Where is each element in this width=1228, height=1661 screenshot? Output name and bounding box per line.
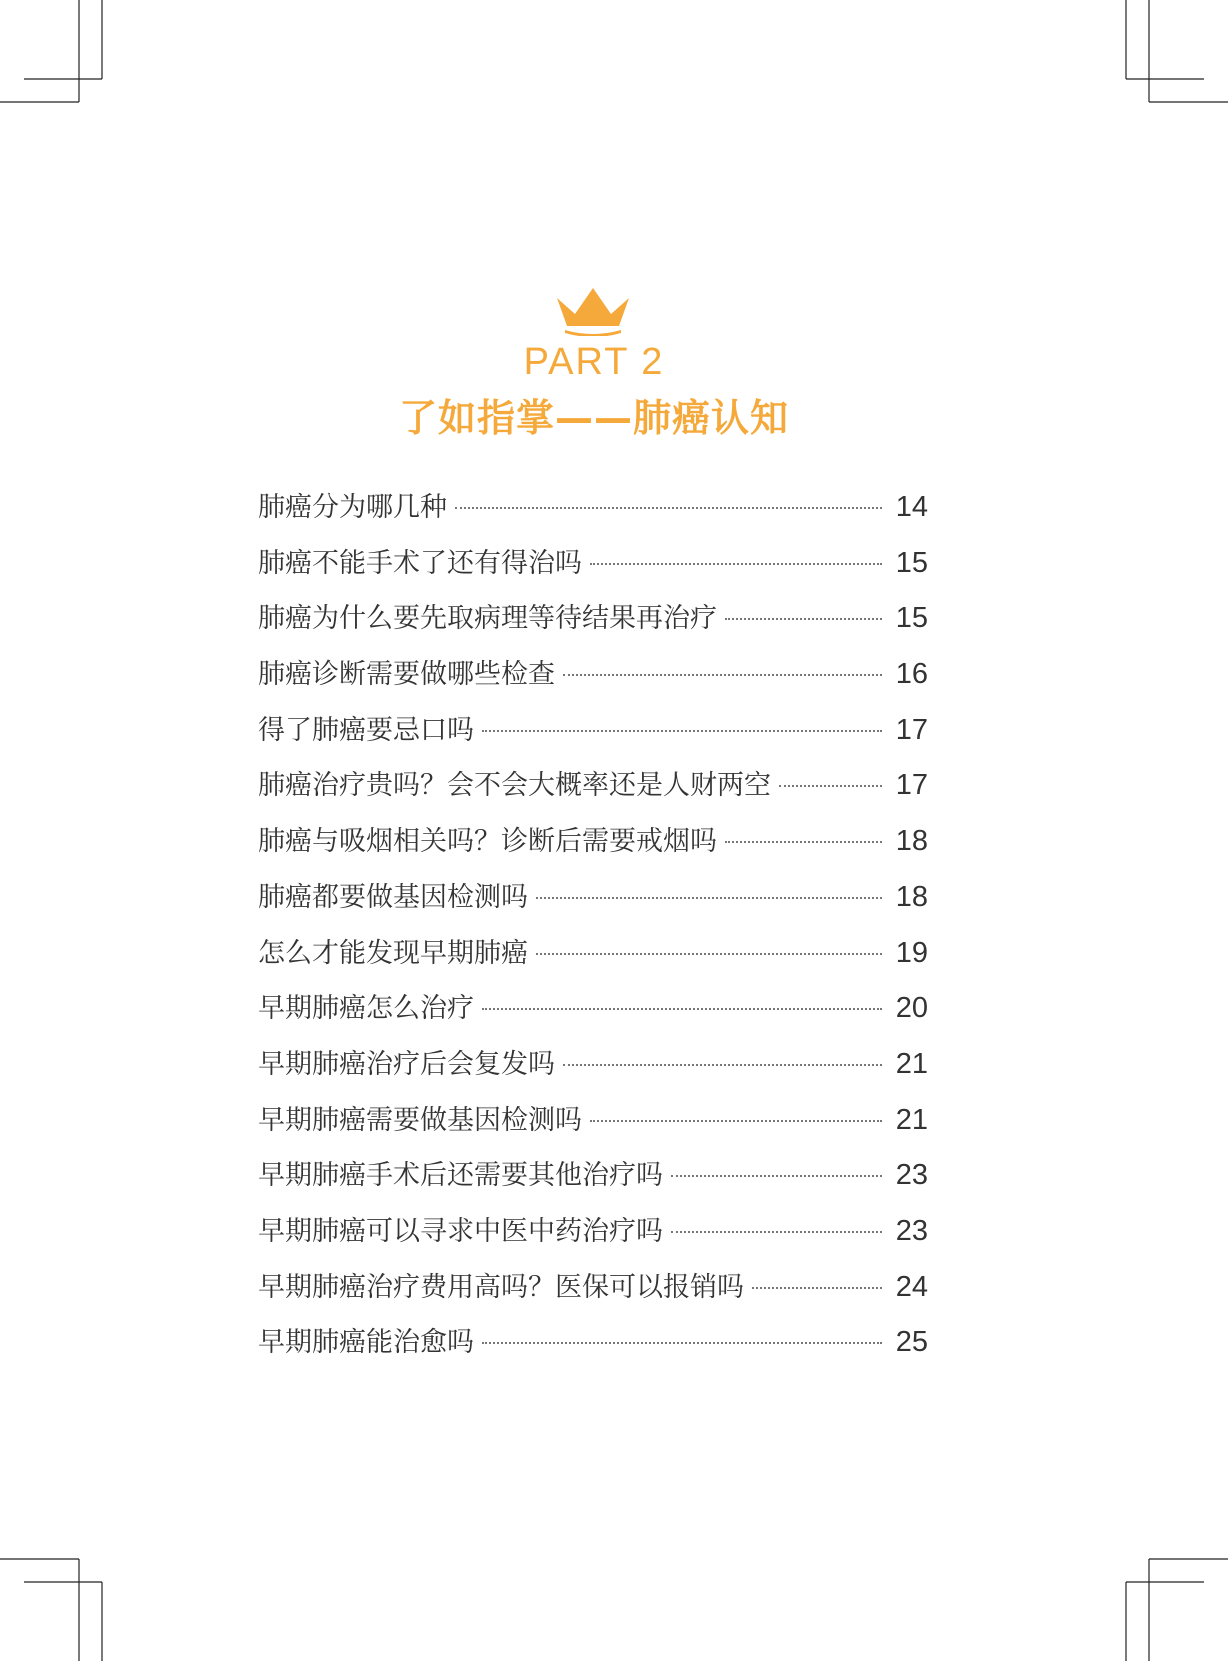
toc-entry-title: 早期肺癌怎么治疗 [258, 993, 474, 1025]
toc-entry[interactable] [258, 536, 928, 592]
dot-leader [779, 785, 882, 787]
dot-leader [752, 1287, 882, 1289]
toc-entry-page: 16 [895, 658, 928, 691]
toc-entry-page: 21 [895, 1047, 928, 1080]
toc-entry-title: 肺癌都要做基因检测吗 [258, 881, 528, 913]
toc-entry-title: 早期肺癌能治愈吗 [258, 1327, 474, 1359]
dot-leader [590, 563, 882, 565]
toc-entry-page: 24 [895, 1270, 928, 1303]
toc-entry-page: 25 [895, 1326, 928, 1359]
toc-entry-page: 15 [895, 546, 928, 579]
toc-entry-title: 肺癌不能手术了还有得治吗 [258, 547, 582, 579]
toc-entry[interactable] [258, 1037, 928, 1093]
toc-entry-title: 早期肺癌治疗后会复发吗 [258, 1048, 555, 1080]
part-title: 了如指掌——肺癌认知 [398, 396, 789, 440]
toc-entry-page: 21 [895, 1103, 928, 1136]
toc-entry[interactable] [258, 647, 928, 703]
toc-entry[interactable] [258, 1315, 928, 1371]
toc-entry-page: 17 [895, 769, 928, 802]
dot-leader [671, 1175, 882, 1177]
crown-icon [555, 286, 631, 336]
toc-entry-title: 早期肺癌需要做基因检测吗 [258, 1104, 582, 1136]
dot-leader [482, 1342, 882, 1344]
toc-entry-title: 早期肺癌可以寻求中医中药治疗吗 [258, 1215, 663, 1247]
toc-entry-page: 14 [895, 491, 928, 523]
toc-entry[interactable] [258, 480, 928, 536]
toc-entry[interactable] [258, 591, 928, 647]
toc-entry-page: 18 [895, 880, 928, 913]
toc-entry-page: 23 [895, 1159, 928, 1192]
toc-entry-title: 早期肺癌手术后还需要其他治疗吗 [258, 1160, 663, 1192]
dot-leader [563, 1064, 882, 1066]
toc-entry[interactable] [258, 703, 928, 759]
toc-entry-title: 得了肺癌要忌口吗 [258, 714, 474, 746]
dot-leader [671, 1231, 882, 1233]
toc-entry-title: 肺癌与吸烟相关吗？诊断后需要戒烟吗 [258, 826, 717, 858]
toc-entry-page: 15 [895, 602, 928, 635]
dot-leader [725, 841, 882, 843]
dot-leader [536, 897, 882, 899]
toc-entry[interactable] [258, 814, 928, 870]
toc-entry[interactable] [258, 926, 928, 982]
toc-entry[interactable] [258, 981, 928, 1037]
part-label: PART 2 [523, 341, 665, 383]
toc-entry-page: 19 [895, 936, 928, 969]
toc-entry-title: 怎么才能发现早期肺癌 [258, 937, 528, 969]
toc-entry[interactable] [258, 870, 928, 926]
toc-entry-title: 肺癌分为哪几种 [258, 492, 447, 523]
dot-leader [563, 674, 882, 676]
toc-entry[interactable] [258, 1260, 928, 1316]
dot-leader [725, 618, 882, 620]
dot-leader [455, 507, 882, 509]
toc-entry[interactable] [258, 1093, 928, 1149]
dot-leader [482, 1008, 882, 1010]
toc-entry-title: 肺癌治疗贵吗？会不会大概率还是人财两空 [258, 770, 771, 802]
dot-leader [536, 953, 882, 955]
toc-entry[interactable] [258, 758, 928, 814]
toc-entry-page: 23 [895, 1214, 928, 1247]
toc-entry-title: 肺癌诊断需要做哪些检查 [258, 659, 555, 691]
toc-entry[interactable] [258, 1204, 928, 1260]
table-of-contents [258, 480, 928, 1371]
dot-leader [482, 730, 882, 732]
toc-entry-page: 20 [895, 992, 928, 1025]
toc-entry-title: 早期肺癌治疗费用高吗？医保可以报销吗 [258, 1271, 744, 1303]
toc-entry-page: 18 [895, 825, 928, 858]
dot-leader [590, 1120, 882, 1122]
toc-entry-page: 17 [895, 713, 928, 746]
toc-entry-title: 肺癌为什么要先取病理等待结果再治疗 [258, 603, 717, 635]
toc-entry[interactable] [258, 1148, 928, 1204]
